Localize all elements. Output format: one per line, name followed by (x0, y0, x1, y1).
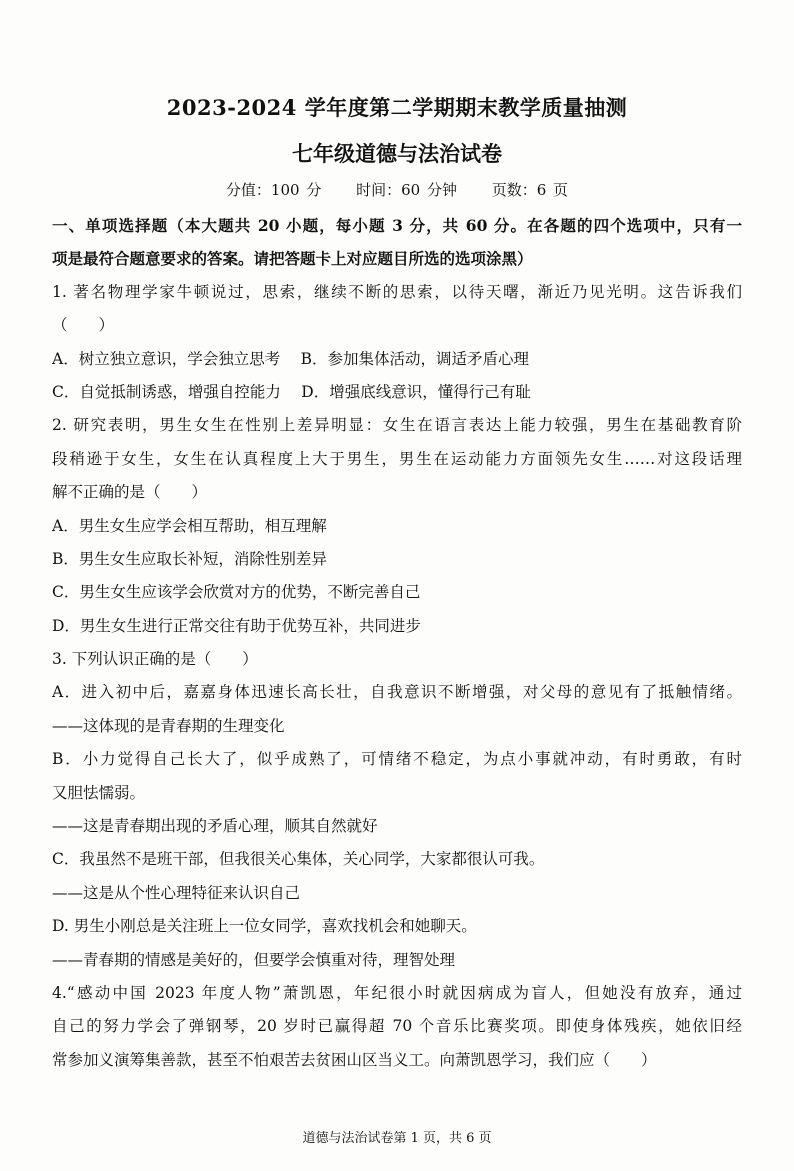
question-2-stem-line-2: 段稍逊于女生，女生在认真程度上大于男生，男生在运动能力方面领先女生……对这段话理 (52, 449, 742, 468)
exam-title: 2023-2024 学年度第二学期期末教学质量抽测 (166, 95, 628, 120)
section-heading-line-2: 项是最符合题意要求的答案。请把答题卡上对应题目所选的选项涂黑） (52, 249, 533, 269)
question-1-stem-line-2: （ ） (52, 316, 115, 335)
question-3-option-d-line-1: D. 男生小刚总是关注班上一位女同学，喜欢找机会和她聊天。 (52, 917, 477, 936)
question-3-option-c-line-2: ——这是从个性心理特征来认识自己 (52, 883, 301, 902)
question-3-stem: 3. 下列认识正确的是（ ） (52, 650, 258, 669)
question-2-stem-line-3: 解不正确的是（ ） (52, 483, 208, 502)
question-3-option-a-line-2: ——这体现的是青春期的生理变化 (52, 716, 285, 735)
question-3-option-d-line-2: ——青春期的情感是美好的，但要学会慎重对待，理智处理 (52, 950, 456, 969)
question-3-option-b-line-3: ——这是青春期出现的矛盾心理，顺其自然就好 (52, 817, 378, 836)
question-3-option-b-line-2: 又胆怯懦弱。 (52, 783, 146, 802)
question-3-option-a-line-1: A．进入初中后，嘉嘉身体迅速长高长壮，自我意识不断增强，对父母的意见有了抵触情绪。 (52, 683, 742, 702)
question-4-stem-line-1: 4.“感动中国 2023 年度人物”萧凯恩，年纪很小时就因病成为盲人，但她没有放弃，通过 (52, 983, 742, 1002)
question-4-stem-line-3: 常参加义演筹集善款，甚至不怕艰苦去贫困山区当义工。向萧凯恩学习，我们应（ ） (52, 1050, 657, 1069)
question-3-option-c-line-1: C．我虽然不是班干部，但我很关心集体，关心同学，大家都很认可我。 (52, 850, 545, 869)
exam-subtitle: 七年级道德与法治试卷 (292, 141, 502, 166)
question-2-option-b: B．男生女生应取长补短，消除性别差异 (52, 549, 327, 568)
section-heading-line-1: 一、单项选择题（本大题共 20 小题，每小题 3 分，共 60 分。在各题的四个选项中，只有一 (52, 216, 742, 235)
question-2-option-c: C．男生女生应该学会欣赏对方的优势，不断完善自己 (52, 583, 421, 602)
question-1-stem-line-1: 1. 著名物理学家牛顿说过，思索，继续不断的思索，以待天曙，渐近乃见光明。这告诉我们 (52, 282, 742, 301)
score-info: 分值：100 分 (225, 181, 322, 199)
question-1-options-cd: C．自觉抵制诱惑，增强自控能力 D．增强底线意识，懂得行己有耻 (52, 382, 531, 401)
question-2-option-d: D．男生女生进行正常交往有助于优势互补，共同进步 (52, 616, 421, 635)
page-footer: 道德与法治试卷第 1 页，共 6 页 (302, 1131, 492, 1146)
exam-content (52, 209, 742, 1077)
time-info: 时间：60 分钟 (356, 181, 457, 199)
question-2-option-a: A．男生女生应学会相互帮助，相互理解 (52, 516, 327, 535)
question-2-stem-line-1: 2. 研究表明，男生女生在性别上差异明显：女生在语言表达上能力较强，男生在基础教育阶 (52, 416, 742, 435)
exam-meta (0, 179, 794, 200)
pages-info: 页数：6 页 (491, 181, 569, 199)
question-1-options-ab: A．树立独立意识，学会独立思考 B．参加集体活动，调适矛盾心理 (52, 349, 530, 368)
question-4-stem-line-2: 自己的努力学会了弹钢琴，20 岁时已赢得超 70 个音乐比赛奖项。即使身体残疾，她依旧经 (52, 1017, 742, 1036)
question-3-option-b-line-1: B．小力觉得自己长大了，似乎成熟了，可情绪不稳定，为点小事就冲动，有时勇敢，有时 (52, 750, 742, 769)
